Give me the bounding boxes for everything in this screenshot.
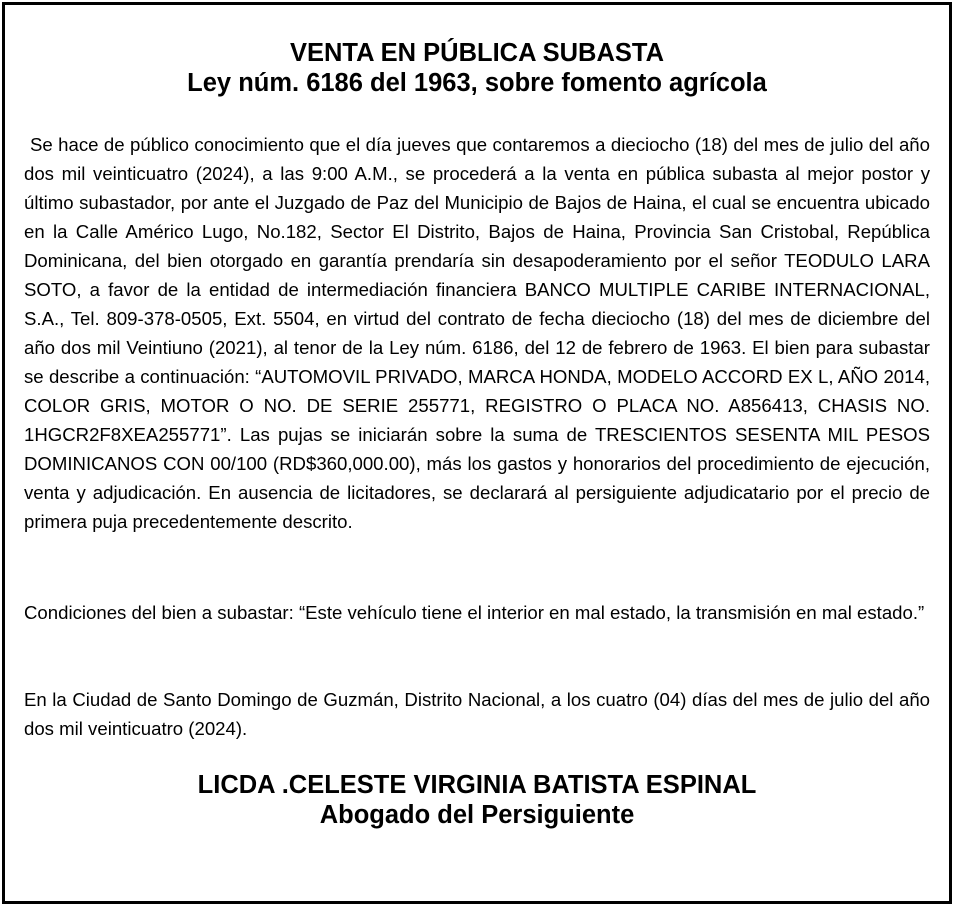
notice-paragraph-place-date: En la Ciudad de Santo Domingo de Guzmán, Distrito Nacional, a los cuatro (04) días del mes de julio del año dos mil veinticuatro (2024).	[24, 689, 930, 739]
notice-subtitle: Ley núm. 6186 del 1963, sobre fomento agrícola	[187, 69, 767, 97]
notice-header	[24, 38, 930, 98]
signer-name: LICDA .CELESTE VIRGINIA BATISTA ESPINAL	[197, 771, 757, 799]
notice-title: VENTA EN PÚBLICA SUBASTA	[289, 39, 664, 67]
signer-role: Abogado del Persiguiente	[319, 801, 635, 829]
notice-paragraph-conditions: Condiciones del bien a subastar: “Este vehículo tiene el interior en mal estado, la transmisión en mal estado.”	[24, 602, 925, 623]
signature-block	[24, 770, 930, 830]
notice-border-frame	[2, 2, 952, 904]
notice-paragraph-main: Se hace de público conocimiento que el día jueves que contaremos a dieciocho (18) del mes de julio del año dos mil veinticuatro (2024), a las 9:00 A.M., se procederá a la venta en pública subasta al mejor postor y último subastador, por ante el Juzgado de Paz del Municipio de Bajos de Haina, el cual se encuentra ubicado en la Calle Américo Lugo, No.182, Sector El Distrito, Bajos de Haina, Provincia San Cristobal, República Dominicana, del bien otorgado en garantía prendaría sin desapoderamiento por el señor TEODULO LARA SOTO, a favor de la entidad de intermediación financiera BANCO MULTIPLE CARIBE INTERNACIONAL, S.A., Tel. 809-378-0505, Ext. 5504, en virtud del contrato de fecha dieciocho (18) del mes de diciembre del año dos mil Veintiuno (2021), al tenor de la Ley núm. 6186, del 12 de febrero de 1963. El bien para subastar se describe a continuación: “AUTOMOVIL PRIVADO, MARCA HONDA, MODELO ACCORD EX L, AÑO 2014, COLOR GRIS, MOTOR O NO. DE SERIE 255771, REGISTRO O PLACA NO. A856413, CHASIS NO. 1HGCR2F8XEA255771”. Las pujas se iniciarán sobre la suma de TRESCIENTOS SESENTA MIL PESOS DOMINICANOS CON 00/100 (RD$360,000.00), más los gastos y honorarios del procedimiento de ejecución, venta y adjudicación. En ausencia de licitadores, se declarará al persiguiente adjudicatario por el precio de primera puja precedentemente descrito.	[24, 134, 930, 532]
